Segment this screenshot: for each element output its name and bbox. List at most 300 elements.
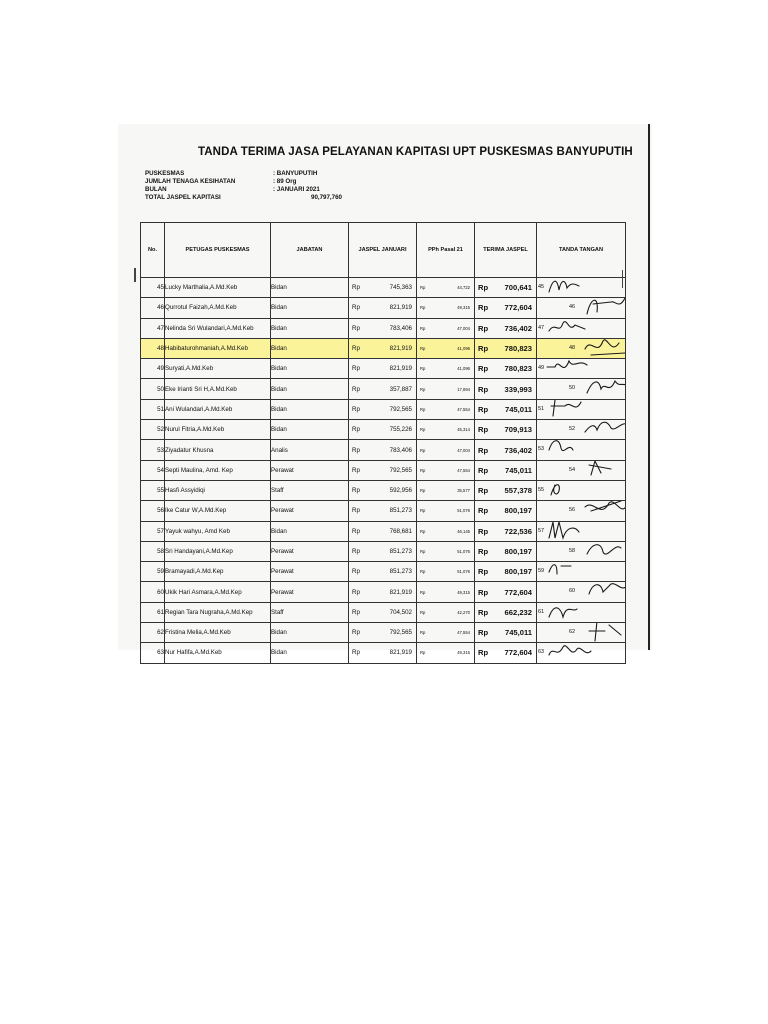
- amount: 780,823: [504, 364, 532, 374]
- cell-no: 51: [141, 399, 165, 419]
- cell-terima: [475, 521, 537, 541]
- amount: 745,011: [504, 404, 532, 414]
- meta-row: [145, 170, 431, 178]
- cell-name: Hasfi Assyidiqi: [165, 480, 271, 500]
- handwritten-signature: [581, 298, 626, 318]
- amount: 46,145: [457, 528, 470, 534]
- amount: 821,919: [389, 345, 412, 353]
- cell-jaspel: [349, 480, 417, 500]
- cell-name: Lucky Marthalia,A.Md.Keb: [165, 278, 271, 298]
- currency-label: Rp: [352, 608, 360, 616]
- cell-signature: [537, 420, 626, 440]
- cell-jabatan: Bidan: [271, 318, 349, 338]
- cell-terima: [475, 562, 537, 582]
- cell-jaspel: [349, 420, 417, 440]
- cell-terima: [475, 298, 537, 318]
- amount: 49,315: [457, 305, 470, 311]
- cell-pph: [417, 480, 475, 500]
- handwritten-signature: [581, 338, 626, 358]
- cell-signature: [537, 460, 626, 480]
- cell-jabatan: Bidan: [271, 521, 349, 541]
- handwritten-signature: [581, 420, 626, 440]
- cell-jaspel: [349, 278, 417, 298]
- cell-jaspel: [349, 602, 417, 622]
- cell-name: Eke Irianti Sri H,A.Md.Keb: [165, 379, 271, 399]
- amount: 821,919: [389, 304, 412, 312]
- cell-jaspel: [349, 399, 417, 419]
- cell-jabatan: Bidan: [271, 338, 349, 358]
- table-row: [141, 541, 626, 561]
- amount: 851,273: [389, 548, 412, 555]
- amount: 851,273: [389, 507, 412, 515]
- currency-label: Rp: [352, 446, 360, 454]
- currency-label: Rp: [352, 345, 360, 353]
- cell-no: 61: [141, 602, 165, 622]
- table-row: [141, 338, 626, 358]
- currency-label: Rp: [420, 569, 426, 575]
- table-row: [141, 521, 626, 541]
- cell-signature: [537, 562, 626, 582]
- cell-no: 62: [141, 623, 165, 643]
- cell-jaspel: [349, 623, 417, 643]
- cell-signature: [537, 338, 626, 358]
- cell-name: Nur Hafifa,A.Md.Keb: [165, 643, 271, 663]
- cell-jabatan: Analis: [271, 440, 349, 460]
- cell-no: 58: [141, 541, 165, 561]
- cell-name: Fristina Melia,A.Md.Keb: [165, 623, 271, 643]
- meta-value: : BANYUPUTIH: [273, 170, 318, 177]
- cell-jabatan: Staff: [271, 480, 349, 500]
- table-row: [141, 480, 626, 500]
- currency-label: Rp: [478, 628, 489, 638]
- meta-label: PUSKESMAS: [145, 170, 185, 177]
- cell-no: 56: [141, 501, 165, 521]
- amount: 45,314: [457, 427, 470, 433]
- cell-name: Ziyadatur Khusna: [165, 440, 271, 460]
- cell-pph: [417, 318, 475, 338]
- meta-value: : 89 Org: [273, 178, 297, 185]
- currency-label: Rp: [478, 648, 489, 658]
- header-terima: TERIMA JASPEL: [475, 223, 537, 278]
- cell-jabatan: Staff: [271, 602, 349, 622]
- signature-number: 53: [538, 446, 545, 453]
- cell-terima: [475, 643, 537, 663]
- cell-jabatan: Perawat: [271, 541, 349, 561]
- meta-row: [145, 186, 431, 194]
- signature-number: 45: [538, 284, 545, 290]
- cell-no: 50: [141, 379, 165, 399]
- currency-label: Rp: [352, 385, 360, 393]
- cell-pph: [417, 643, 475, 663]
- currency-label: Rp: [420, 386, 426, 392]
- amount: 51,076: [457, 508, 470, 514]
- currency-label: Rp: [352, 405, 360, 413]
- signature-number: 61: [538, 608, 545, 615]
- cell-pph: [417, 298, 475, 318]
- signature-number: 60: [569, 588, 576, 595]
- cell-pph: [417, 562, 475, 582]
- cell-jaspel: [349, 359, 417, 379]
- handwritten-signature: [545, 399, 595, 419]
- currency-label: Rp: [420, 630, 426, 636]
- meta-value: : JANUARI 2021: [273, 186, 320, 193]
- currency-label: Rp: [420, 488, 426, 494]
- currency-label: Rp: [478, 465, 489, 475]
- amount: 736,402: [504, 323, 532, 333]
- cell-no: 49: [141, 359, 165, 379]
- amount: 755,226: [389, 426, 412, 434]
- cell-no: 63: [141, 643, 165, 663]
- amount: 768,681: [389, 527, 412, 535]
- currency-label: Rp: [478, 445, 489, 455]
- currency-label: Rp: [352, 629, 360, 637]
- currency-label: Rp: [352, 507, 360, 515]
- currency-label: Rp: [420, 427, 426, 433]
- currency-label: Rp: [478, 303, 489, 313]
- amount: 709,913: [504, 425, 532, 435]
- table-row: [141, 623, 626, 643]
- cell-signature: [537, 318, 626, 338]
- cell-jabatan: Bidan: [271, 399, 349, 419]
- cell-jaspel: [349, 501, 417, 521]
- cell-pph: [417, 602, 475, 622]
- meta-label: TOTAL JASPEL KAPITASI: [145, 194, 221, 201]
- amount: 745,011: [504, 628, 532, 638]
- currency-label: Rp: [420, 528, 426, 534]
- currency-label: Rp: [352, 426, 360, 434]
- cell-jaspel: [349, 521, 417, 541]
- currency-label: Rp: [478, 425, 489, 435]
- currency-label: Rp: [478, 607, 489, 617]
- header-ttd: TANDA TANGAN: [537, 223, 626, 278]
- cell-jaspel: [349, 460, 417, 480]
- cell-jaspel: [349, 440, 417, 460]
- amount: 662,232: [504, 607, 532, 617]
- amount: 51,076: [457, 549, 470, 554]
- amount: 49,315: [457, 589, 470, 595]
- currency-label: Rp: [478, 364, 489, 374]
- cell-no: 54: [141, 460, 165, 480]
- cell-name: Bramayadi,A.Md.Kep: [165, 562, 271, 582]
- cell-name: Nelinda Sri Wulandari,A.Md.Keb: [165, 318, 271, 338]
- cell-signature: [537, 602, 626, 622]
- signature-number: 48: [569, 344, 576, 351]
- amount: 772,604: [504, 648, 532, 658]
- handwritten-signature: [545, 440, 595, 460]
- signature-number: 57: [538, 527, 545, 534]
- signature-number: 52: [569, 426, 576, 433]
- cell-pph: [417, 399, 475, 419]
- table-row: [141, 440, 626, 460]
- amount: 51,076: [457, 569, 470, 575]
- meta-label: JUMLAH TENAGA KESIHATAN: [145, 178, 236, 185]
- currency-label: Rp: [352, 568, 360, 576]
- currency-label: Rp: [478, 526, 489, 536]
- cell-terima: [475, 278, 537, 298]
- currency-label: Rp: [420, 406, 426, 412]
- amount: 800,197: [504, 567, 532, 577]
- amount: 772,604: [504, 587, 532, 597]
- currency-label: Rp: [478, 283, 489, 293]
- currency-label: Rp: [352, 466, 360, 474]
- currency-label: Rp: [478, 567, 489, 577]
- table-row: [141, 318, 626, 338]
- signature-number: 56: [569, 507, 576, 514]
- handwritten-signature: [545, 562, 595, 582]
- cell-signature: [537, 541, 626, 561]
- signature-number: 58: [569, 547, 576, 554]
- signature-number: 62: [569, 629, 576, 636]
- amount: 47,554: [457, 630, 470, 636]
- cell-jabatan: Bidan: [271, 623, 349, 643]
- cell-name: Ike Catur W,A.Md.Kep: [165, 501, 271, 521]
- header-petugas: PETUGAS PUSKESMAS: [165, 223, 271, 278]
- cell-name: Regian Tara Nugraha,A.Md.Kep: [165, 602, 271, 622]
- signature-number: 46: [569, 304, 576, 311]
- cell-terima: [475, 379, 537, 399]
- amount: 722,536: [504, 526, 532, 536]
- currency-label: Rp: [478, 506, 489, 516]
- cell-jabatan: Perawat: [271, 562, 349, 582]
- header-jaspel: JASPEL JANUARI: [349, 223, 417, 278]
- currency-label: Rp: [420, 305, 426, 311]
- handwritten-signature: [581, 460, 626, 480]
- handwritten-signature: [545, 602, 595, 622]
- amount: 357,887: [389, 385, 412, 393]
- cell-terima: [475, 602, 537, 622]
- cell-signature: [537, 278, 626, 298]
- handwritten-signature: [545, 318, 595, 338]
- amount: 47,004: [457, 447, 470, 453]
- cell-no: 46: [141, 298, 165, 318]
- currency-label: Rp: [352, 324, 360, 332]
- meta-row: [145, 178, 431, 186]
- cell-terima: [475, 318, 537, 338]
- cell-jaspel: [349, 318, 417, 338]
- cell-pph: [417, 623, 475, 643]
- amount: 704,502: [389, 608, 412, 616]
- cell-no: 59: [141, 562, 165, 582]
- handwritten-signature: [581, 582, 626, 602]
- amount: 800,197: [504, 506, 532, 516]
- table-row: [141, 399, 626, 419]
- cell-pph: [417, 541, 475, 561]
- signature-number: 54: [569, 466, 576, 473]
- amount: 780,823: [504, 344, 532, 354]
- handwritten-signature: [581, 501, 626, 521]
- amount: 35,577: [457, 488, 470, 494]
- cell-jabatan: Bidan: [271, 359, 349, 379]
- table-row: [141, 460, 626, 480]
- cell-signature: [537, 643, 626, 663]
- cell-no: 55: [141, 480, 165, 500]
- amount: 745,011: [504, 465, 532, 475]
- signature-number: 51: [538, 405, 545, 412]
- cell-jaspel: [349, 541, 417, 561]
- amount: 792,565: [389, 466, 412, 474]
- cell-name: Septi Maulina, Amd. Kep: [165, 460, 271, 480]
- amount: 821,919: [389, 588, 412, 596]
- cell-name: Suryati,A.Md.Keb: [165, 359, 271, 379]
- table-row: [141, 602, 626, 622]
- handwritten-signature: [545, 278, 595, 298]
- amount: 339,993: [504, 384, 532, 394]
- header-pph: PPh Pasal 21: [417, 223, 475, 278]
- amount: 49,315: [457, 650, 470, 656]
- amount: 736,402: [504, 445, 532, 455]
- signature-number: 55: [538, 486, 545, 493]
- table-row: [141, 379, 626, 399]
- cell-no: 45: [141, 278, 165, 298]
- amount: 783,406: [389, 324, 412, 332]
- cell-terima: [475, 623, 537, 643]
- currency-label: Rp: [352, 588, 360, 596]
- currency-label: Rp: [352, 527, 360, 535]
- currency-label: Rp: [478, 547, 489, 556]
- cell-no: 57: [141, 521, 165, 541]
- table-row: [141, 643, 626, 663]
- currency-label: Rp: [352, 304, 360, 312]
- cell-jabatan: Perawat: [271, 582, 349, 602]
- cell-signature: [537, 399, 626, 419]
- currency-label: Rp: [420, 589, 426, 595]
- handwritten-signature: [545, 521, 595, 541]
- table-row: [141, 582, 626, 602]
- payment-table: [140, 222, 626, 664]
- currency-label: Rp: [420, 549, 426, 554]
- amount: 17,894: [457, 386, 470, 392]
- signature-number: 63: [538, 649, 545, 656]
- cell-signature: [537, 521, 626, 541]
- table-row: [141, 298, 626, 318]
- cell-pph: [417, 338, 475, 358]
- table-row: [141, 501, 626, 521]
- cell-no: 47: [141, 318, 165, 338]
- cell-name: Habibaturohmaniah,A.Md.Keb: [165, 338, 271, 358]
- header-no: No.: [141, 223, 165, 278]
- amount: 821,919: [389, 365, 412, 373]
- currency-label: Rp: [352, 487, 360, 495]
- cell-pph: [417, 582, 475, 602]
- cell-signature: [537, 379, 626, 399]
- currency-label: Rp: [478, 344, 489, 354]
- cell-jaspel: [349, 338, 417, 358]
- cell-name: Ukik Hari Asmara,A.Md.Kep: [165, 582, 271, 602]
- table-row: [141, 359, 626, 379]
- amount: 700,641: [504, 283, 532, 293]
- cell-pph: [417, 420, 475, 440]
- cell-jaspel: [349, 582, 417, 602]
- cell-terima: [475, 440, 537, 460]
- amount: 47,554: [457, 467, 470, 473]
- cell-terima: [475, 460, 537, 480]
- cell-terima: [475, 338, 537, 358]
- cell-terima: [475, 359, 537, 379]
- scan-edge-line: [648, 124, 650, 650]
- handwritten-signature: [581, 379, 626, 399]
- table-header-row: [141, 223, 626, 278]
- amount: 47,554: [457, 406, 470, 412]
- meta-row: [145, 194, 431, 202]
- currency-label: Rp: [420, 325, 426, 331]
- cell-signature: [537, 480, 626, 500]
- cell-signature: [537, 623, 626, 643]
- currency-label: Rp: [478, 404, 489, 414]
- cell-jabatan: Bidan: [271, 298, 349, 318]
- signature-number: 50: [569, 385, 576, 392]
- currency-label: Rp: [420, 650, 426, 656]
- cell-name: Qurrotul Faizah,A.Md.Keb: [165, 298, 271, 318]
- cell-pph: [417, 521, 475, 541]
- cell-jabatan: Perawat: [271, 460, 349, 480]
- cell-terima: [475, 480, 537, 500]
- cell-no: 53: [141, 440, 165, 460]
- amount: 557,378: [504, 486, 532, 496]
- table-row: [141, 562, 626, 582]
- meta-value: 90,797,760: [311, 194, 342, 201]
- handwritten-signature: [581, 541, 626, 561]
- amount: 47,004: [457, 325, 470, 331]
- currency-label: Rp: [478, 587, 489, 597]
- meta-label: BULAN: [145, 186, 167, 193]
- cell-no: 52: [141, 420, 165, 440]
- amount: 42,270: [457, 609, 470, 615]
- amount: 592,956: [389, 487, 412, 495]
- cell-jabatan: Bidan: [271, 278, 349, 298]
- cell-name: Ani Wulandari,A.Md.Keb: [165, 399, 271, 419]
- amount: 800,197: [504, 547, 532, 556]
- cell-pph: [417, 379, 475, 399]
- currency-label: Rp: [420, 447, 426, 453]
- cell-jaspel: [349, 379, 417, 399]
- amount: 851,273: [389, 568, 412, 576]
- table-row: [141, 420, 626, 440]
- table-body: [141, 278, 626, 664]
- currency-label: Rp: [420, 285, 426, 291]
- cell-signature: [537, 359, 626, 379]
- currency-label: Rp: [420, 346, 426, 352]
- cell-signature: [537, 582, 626, 602]
- cell-signature: [537, 440, 626, 460]
- currency-label: Rp: [352, 649, 360, 657]
- cell-jaspel: [349, 298, 417, 318]
- amount: 772,604: [504, 303, 532, 313]
- cell-no: 48: [141, 338, 165, 358]
- cell-name: Sri Handayani,A.Md.Kep: [165, 541, 271, 561]
- currency-label: Rp: [420, 467, 426, 473]
- amount: 783,406: [389, 446, 412, 454]
- currency-label: Rp: [420, 609, 426, 615]
- cell-terima: [475, 582, 537, 602]
- amount: 41,096: [457, 366, 470, 372]
- cell-jaspel: [349, 562, 417, 582]
- currency-label: Rp: [478, 323, 489, 333]
- cell-signature: [537, 298, 626, 318]
- cell-terima: [475, 399, 537, 419]
- signature-number: 47: [538, 324, 545, 331]
- signature-number: 49: [538, 365, 545, 372]
- cell-terima: [475, 501, 537, 521]
- signature-number: 59: [538, 568, 545, 575]
- handwritten-signature: [545, 359, 595, 379]
- margin-mark: [134, 268, 136, 282]
- handwritten-signature: [581, 623, 626, 643]
- currency-label: Rp: [352, 365, 360, 373]
- amount: 821,919: [389, 649, 412, 657]
- cell-pph: [417, 278, 475, 298]
- cell-name: Nurul Fitria,A.Md.Keb: [165, 420, 271, 440]
- document-meta: [145, 170, 431, 202]
